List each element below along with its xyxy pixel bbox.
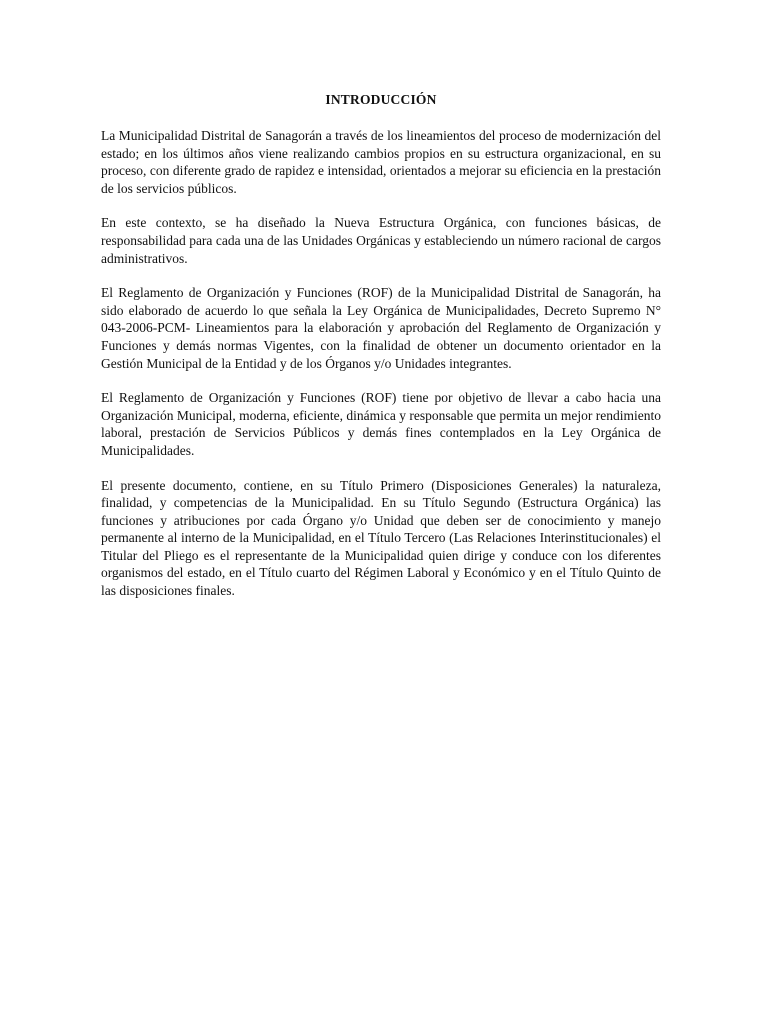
paragraph-3: El Reglamento de Organización y Funciones (ROF) de la Municipalidad Distrital de Sanagorán, ha sido elaborado de acuerdo lo que señala la Ley Orgánica de Municipalidades, Decreto Supremo N° 043-2006-PCM- Lineamientos para la elaboración y aprobación del Reglamento de Organización y Funciones y demás normas Vigentes, con la finalidad de obtener un documento orientador en la Gestión Municipal de la Entidad y de los Órganos y/o Unidades integrantes. [101,285,661,371]
paragraph-1: La Municipalidad Distrital de Sanagorán a través de los lineamientos del proceso de modernización del estado; en los últimos años viene realizando cambios propios en su estructura organizacional, en su proceso, con diferente grado de rapidez e intensidad, orientados a mejorar su eficiencia en la prestación de los servicios públicos. [101,128,661,196]
paragraph-5: El presente documento, contiene, en su Título Primero (Disposiciones Generales) la naturaleza, finalidad, y competencias de la Municipalidad. En su Título Segundo (Estructura Orgánica) las funciones y atribuciones por cada Órgano y/o Unidad que deben ser de conocimiento y manejo permanente al interno de la Municipalidad, en el Título Tercero (Las Relaciones Interinstitucionales) el Titular del Pliego es el representante de la Municipalidad quien dirige y conduce con los diferentes organismos del estado, en el Título cuarto del Régimen Laboral y Económico y en el Título Quinto de las disposiciones finales. [101,477,661,599]
document-body [101,90,661,617]
paragraph-4: El Reglamento de Organización y Funciones (ROF) tiene por objetivo de llevar a cabo hacia una Organización Municipal, moderna, eficiente, dinámica y responsable que permita un mejor rendimiento laboral, prestación de Servicios Públicos y demás fines contemplados en la Ley Orgánica de Municipalidades. [101,390,661,458]
page-title: INTRODUCCIÓN [325,92,437,107]
paragraph-2: En este contexto, se ha diseñado la Nueva Estructura Orgánica, con funciones básicas, de responsabilidad para cada una de las Unidades Orgánicas y estableciendo un número racional de cargos administrativos. [101,215,661,266]
